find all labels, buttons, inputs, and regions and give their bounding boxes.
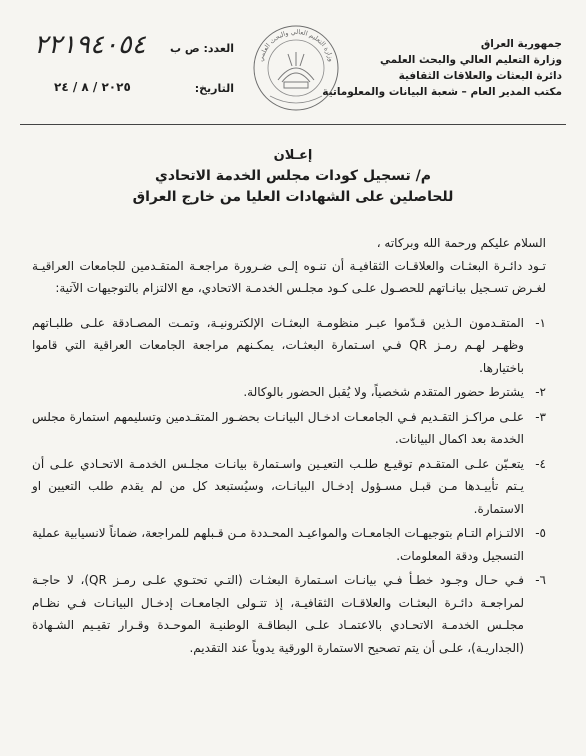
number-handwritten: ٢٢١٩٤٠٥٤ <box>34 30 146 60</box>
item-number: ٢- <box>535 385 546 399</box>
item-text: علـى مراكـز التقـديم فـي الجامعـات ادخـال البيانـات بحضـور المتقـدمين وتسليمهم استمارة مجلس الخدمة بعد اكمال البيانات. <box>32 409 524 446</box>
list-item <box>32 522 546 567</box>
item-number: ٥- <box>535 526 546 540</box>
item-text: المتقـدمون الـذين قـدّموا عبـر منظومـة البعثـات الإلكترونيـة، وتمـت المصـادقة علـى طلبـاتهم وظهـر لهـم رمـز QR فـي اسـتمارة البعثـات، يمكـنهم مراجعة الجامعات العراقية التي قاموا باختيارها. <box>32 315 524 375</box>
item-text: فـي حـال وجـود خطـأ فـي بيانـات اسـتمارة البعثـات (التـي تحتـوي علـى رمـز QR)، لا حاجـة لمراجعـة دائـرة البعثـات والعلاقـات الثقافيـة، إذ تتـولى الجامعـات إدخـال البيانـات فـي نظـام مجلـس الخدمـة الاتحـادي بالاعتمـاد علـى البطاقـة الوطنيـة الموحـدة وقـرار تقيـيم الشـهادة (الجداريـة)، علـى أن يتم تصحيح الاستمارة الورقية يدوياً عند التقديم. <box>32 573 525 655</box>
announcement-title <box>0 146 586 208</box>
item-number: ٦- <box>535 573 546 587</box>
list-item <box>32 569 546 659</box>
list-item <box>32 312 546 380</box>
item-text: الالتـزام التـام بتوجيهـات الجامعـات والمواعيـد المحـددة مـن قـبلهم للمراجعة، ضماناً لانسيابية عملية التسجيل ودقة المعلومات. <box>32 526 524 563</box>
item-number: ٤- <box>535 456 546 471</box>
ministry-seal-icon <box>248 16 344 116</box>
header-line-directorate: دائرة البعثات والعلاقات الثقافية <box>398 70 562 82</box>
list-item <box>32 453 546 521</box>
header-line-ministry: وزارة التعليم العالي والبحث العلمي <box>379 54 562 66</box>
header-line-office: مكتب المدير العام – شعبة البيانات والمعلوماتية <box>322 86 562 98</box>
header-line-country: جمهورية العراق <box>480 38 562 50</box>
title-audience: للحاصلين على الشهادات العليا من خارج العراق <box>132 189 454 205</box>
title-announcement: إعـلان <box>273 148 313 163</box>
date-label: التاريخ: <box>194 82 234 95</box>
announcement-body <box>32 232 546 661</box>
ministry-header <box>322 36 562 100</box>
number-label: العدد: ص ب <box>169 42 234 55</box>
list-item <box>32 406 546 451</box>
item-text: يتعـيّن علـى المتقـدم توقيـع طلـب التعيـين واسـتمارة بيانـات مجلـس الخدمـة الاتحـادي علـى أن يـتم تأييـدها مـن قبـل مسـؤول إدخـال البيانـات، وسيُستبعد كل من لم يقدم طلب التعيين او الاستمارة. <box>32 456 524 516</box>
item-number: ٣- <box>535 409 546 424</box>
item-text: يشترط حضور المتقدم شخصياً، ولا يُقبل الحضور بالوكالة. <box>243 385 524 399</box>
seal-text: وزارة التعليم العالي والبحث العلمي <box>256 27 336 63</box>
date-value: ٢٠٢٥ / ٨ / ٢٤ <box>54 80 131 94</box>
greeting: السلام عليكم ورحمة الله وبركاته ، <box>376 236 546 250</box>
list-item <box>32 381 546 404</box>
intro-paragraph: تـود دائـرة البعثـات والعلاقـات الثقافيـة أن تنـوه إلـى ضـرورة مراجعـة المتقـدمين للجامعات العراقيـة لغـرض تسـجيل بيانـاتهم للحصـول علـى كـود مجلـس الخدمـة الاتحادي، مع الالتزام بالتوجيهات الآتية: <box>32 258 546 295</box>
reference-block <box>34 30 234 110</box>
title-subject: م/ تسجيل كودات مجلس الخدمة الاتحادي <box>154 168 431 184</box>
header-divider <box>20 124 566 125</box>
item-number: ١- <box>535 315 546 330</box>
